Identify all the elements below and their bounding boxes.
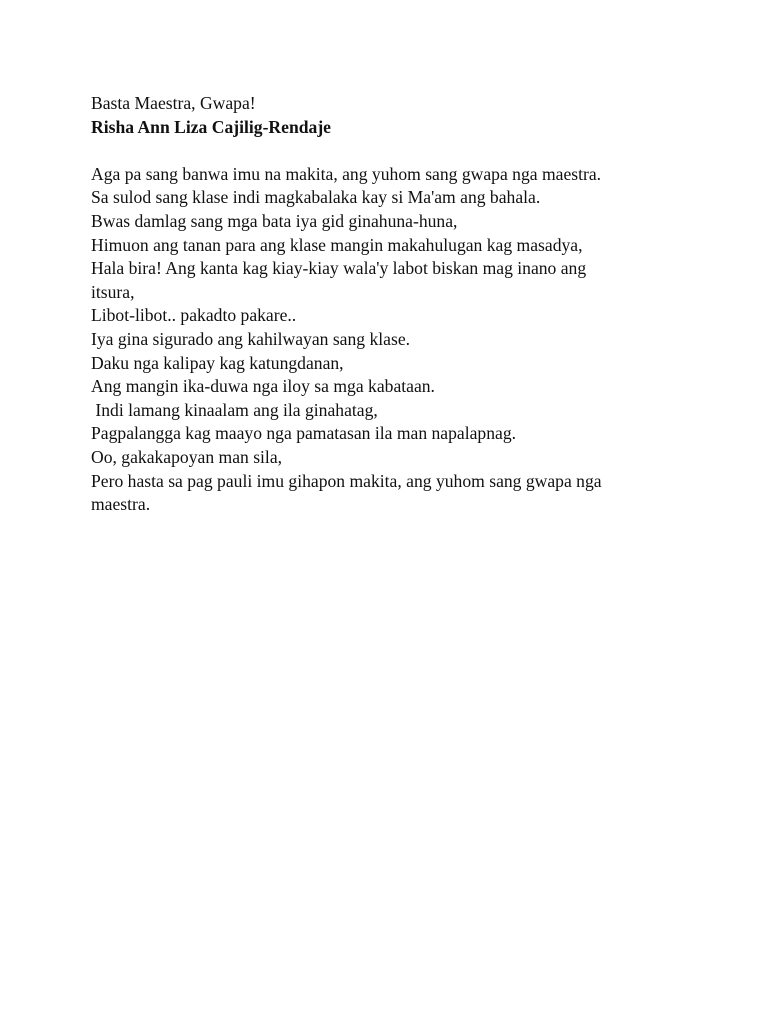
poem-line: Ang mangin ika-duwa nga iloy sa mga kabataan. bbox=[91, 376, 435, 397]
poem-line: maestra. bbox=[91, 494, 151, 515]
poem-line: Hala bira! Ang kanta kag kiay-kiay wala'y labot biskan mag inano ang bbox=[91, 258, 587, 279]
poem-line: Daku nga kalipay kag katungdanan, bbox=[91, 352, 344, 373]
poem-line: Iya gina sigurado ang kahilwayan sang klase. bbox=[91, 328, 411, 349]
poem-line: Pero hasta sa pag pauli imu gihapon makita, ang yuhom sang gwapa nga bbox=[91, 470, 602, 491]
poem-line: Aga pa sang banwa imu na makita, ang yuhom sang gwapa nga maestra. bbox=[91, 163, 602, 184]
blank-line bbox=[91, 139, 691, 163]
poem-line: Bwas damlag sang mga bata iya gid ginahuna-huna, bbox=[91, 210, 458, 231]
poem-line: Himuon ang tanan para ang klase mangin makahulugan kag masadya, bbox=[91, 234, 583, 255]
poem-line: Pagpalangga kag maayo nga pamatasan ila man napalapnag. bbox=[91, 423, 517, 444]
poem-line: itsura, bbox=[91, 281, 135, 302]
poem-line: Indi lamang kinaalam ang ila ginahatag, bbox=[91, 399, 378, 420]
poem-title: Basta Maestra, Gwapa! bbox=[91, 93, 256, 113]
document-body bbox=[91, 92, 691, 517]
poem-line: Sa sulod sang klase indi magkabalaka kay si Ma'am ang bahala. bbox=[91, 187, 541, 208]
poem-line: Libot-libot.. pakadto pakare.. bbox=[91, 305, 297, 326]
poem-text bbox=[91, 163, 691, 517]
poem-author: Risha Ann Liza Cajilig-Rendaje bbox=[91, 116, 331, 137]
poem-line: Oo, gakakapoyan man sila, bbox=[91, 446, 283, 467]
